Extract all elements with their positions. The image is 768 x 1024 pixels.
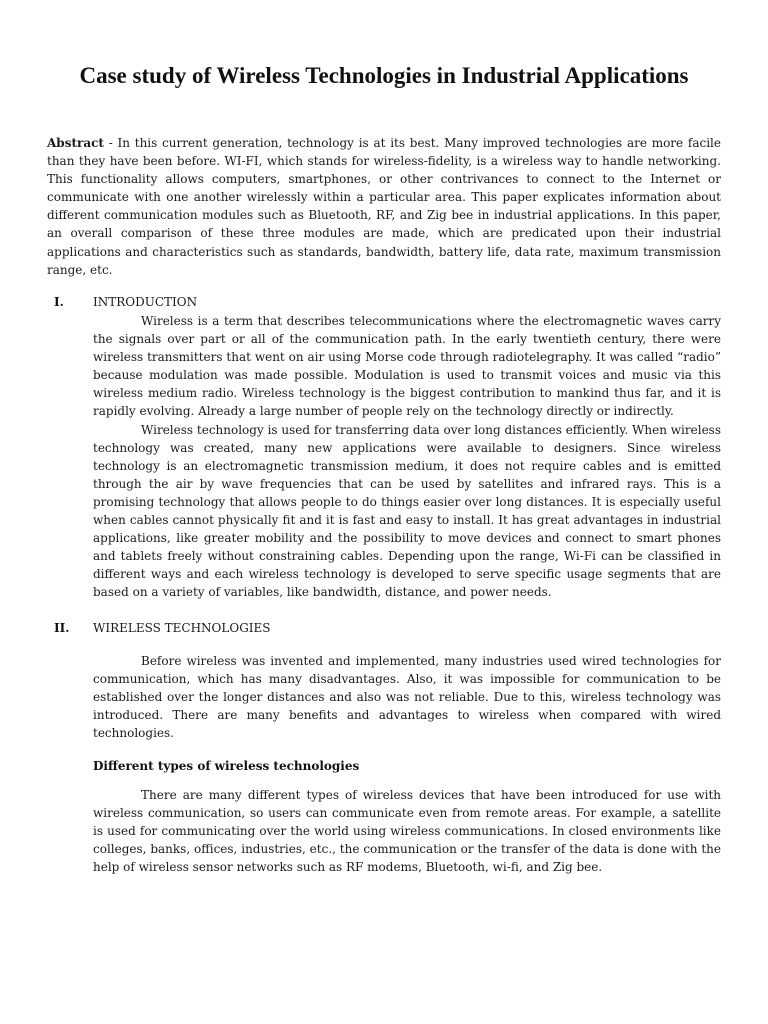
section-1-heading: INTRODUCTION — [93, 295, 198, 309]
abstract-label: Abstract — [47, 136, 104, 150]
subsection-paragraph-1: There are many different types of wireless devices that have been introduced for use with wireless communication, so users can communicate even from remote areas. For example, a satellite is used for communicating over the world using wireless communications. In closed environments like colleges, banks, offices, industries, etc., the communication or the transfer of the data is done with the help of wireless sensor networks such as RF modems, Bluetooth, wi-fi, and Zig bee. — [93, 788, 721, 875]
section-1-paragraph-2: Wireless technology is used for transferring data over long distances efficiently. When wireless technology was created, many new applications were available to designers. Since wireless technology is an electromagnetic transmission medium, it does not require cables and is emitted through the air by wave frequencies that can be used by satellites and infrared rays. This is a promising technology that allows people to do things easier over long distances. It is especially useful when cables cannot physically fit and it is fast and easy to install. It has great advantages in industrial applications, like greater mobility and the possibility to move devices and connect to smart phones and tablets freely without constraining cables. Depending upon the range, Wi-Fi can be classified in different ways and each wireless technology is developed to serve specific usage segments that are based on a variety of variables, like bandwidth, distance, and power needs. — [93, 422, 721, 600]
subsection-heading: Different types of wireless technologies — [93, 759, 360, 773]
section-2-paragraph-1: Before wireless was invented and implemented, many industries used wired technologies for communication, which has many disadvantages. Also, it was impossible for communication to be established over the longer distances and also was not reliable. Due to this, wireless technology was introduced. There are many benefits and advantages to wireless when compared with wired technologies. — [93, 654, 721, 741]
section-1-number: I. — [54, 295, 64, 309]
section-1-paragraph-1: Wireless is a term that describes telecommunications where the electromagnetic waves carry the signals over part or all of the communication path. In the early twentieth century, there were wireless transmitters that went on air using Morse code through radiotelegraphy. It was called “radio” because modulation was made possible. Modulation is used to transmit voices and music via this wireless medium radio. Wireless technology is the biggest contribution to mankind thus far, and it is rapidly evolving. Already a large number of people rely on the technology directly or indirectly. — [93, 314, 721, 419]
section-2-body — [93, 652, 721, 742]
section-2-heading: WIRELESS TECHNOLOGIES — [93, 621, 271, 635]
abstract-text: - In this current generation, technology is at its best. Many improved technologies are more facile than they have been before. WI-FI, which stands for wireless-fidelity, is a wireless way to handle networking. This functionality allows computers, smartphones, or other contrivances to connect to the Internet or communicate with one another wirelessly within a particular area. This paper explicates information about different communication modules such as Bluetooth, RF, and Zig bee in industrial applications. In this paper, an overall comparison of these three modules are made, which are predicated upon their industrial applications and characteristics such as standards, bandwidth, battery life, data rate, maximum transmission range, etc. — [47, 136, 721, 277]
abstract — [47, 134, 721, 279]
section-1-body — [93, 312, 721, 602]
section-2-number: II. — [54, 621, 70, 635]
paper-title: Case study of Wireless Technologies in Industrial Applications — [79, 63, 689, 88]
subsection-body — [93, 786, 721, 876]
